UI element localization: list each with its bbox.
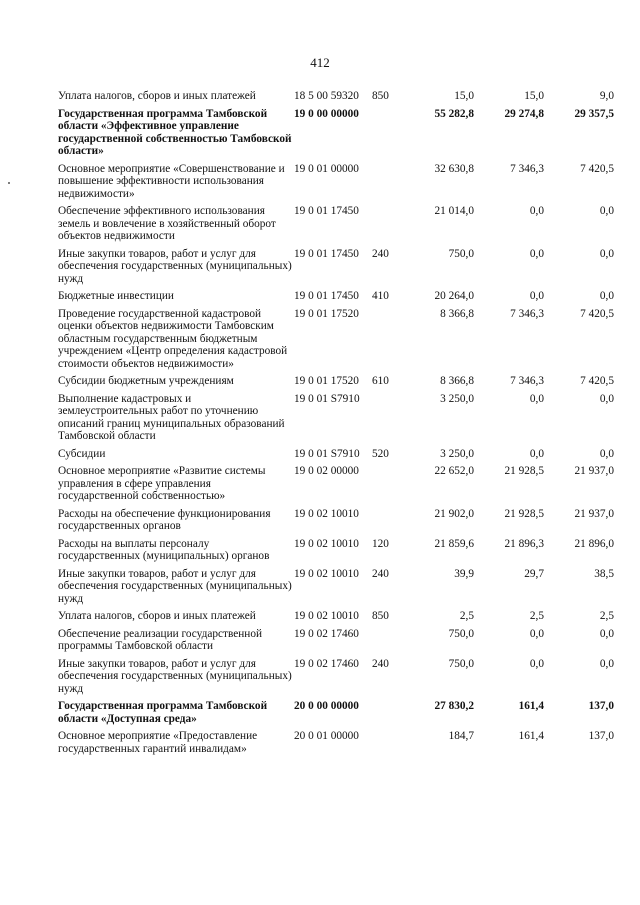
row-amount-year-2: 15,0 [524,90,544,102]
row-amount-year-1: 21 902,0 [434,507,474,520]
row-amount-year-2: 0,0 [529,290,544,302]
row-amount-year-2: 0,0 [529,205,544,217]
row-name: Государственная программа Тамбовской области «Эффективное управление государственной собственностью Тамбовской области» [58,107,292,157]
row-expense-type: 240 [372,657,389,670]
row-amount-year-3: 0,0 [599,247,614,260]
row-expense-type: 520 [372,447,389,460]
row-amount-year-2: 161,4 [518,700,544,712]
table-row [58,566,614,609]
row-amount-year-2: 161,4 [518,730,544,742]
row-name: Обеспечение реализации государственной программы Тамбовской области [58,627,263,652]
row-expense-type [372,306,406,374]
scan-mark [8,182,10,184]
row-target-code: 20 0 00 00000 [294,700,359,712]
row-amount-year-1: 3 250,0 [440,447,474,460]
row-expense-type [372,391,406,446]
row-amount-year-1: 3 250,0 [440,392,474,405]
table-row [58,536,614,566]
row-target-code: 19 0 00 00000 [294,107,359,120]
row-amount-year-2: 0,0 [529,392,544,405]
row-name: Обеспечение эффективного использования земель и вовлечение в хозяйственный оборот объектов недвижимости [58,205,276,242]
row-target-code: 19 0 01 17520 [294,375,359,387]
table-row [58,463,614,506]
row-expense-type [372,463,406,506]
row-amount-year-3: 2,5 [599,610,614,622]
row-amount-year-3: 29 357,5 [574,107,614,120]
row-target-code: 19 0 01 S7910 [294,392,360,405]
row-amount-year-3: 21 896,0 [574,537,614,550]
row-amount-year-1: 750,0 [448,627,474,640]
row-amount-year-2: 0,0 [529,247,544,260]
row-name: Иные закупки товаров, работ и услуг для обеспечения государственных (муниципальных) нужд [58,247,292,285]
row-amount-year-2: 0,0 [529,447,544,460]
row-expense-type [372,506,406,536]
row-expense-type: 610 [372,375,389,387]
row-amount-year-1: 39,9 [454,567,474,580]
table-row [58,373,614,391]
row-target-code: 19 0 02 10010 [294,610,359,622]
table-row [58,106,614,161]
row-amount-year-2: 0,0 [529,657,544,670]
row-name: Расходы на обеспечение функционирования государственных органов [58,507,271,532]
row-name: Уплата налогов, сборов и иных платежей [58,610,256,622]
row-expense-type: 240 [372,247,389,260]
row-target-code: 20 0 01 00000 [294,730,359,742]
row-target-code: 19 0 02 10010 [294,537,359,550]
row-amount-year-1: 27 830,2 [434,700,474,712]
table-row [58,656,614,699]
row-amount-year-3: 9,0 [599,90,614,102]
row-name: Государственная программа Тамбовской области «Доступная среда» [58,700,268,725]
row-expense-type [372,106,406,161]
row-amount-year-1: 20 264,0 [434,290,474,302]
budget-table-body [58,88,614,758]
row-name: Бюджетные инвестиции [58,290,174,302]
row-target-code: 19 0 02 10010 [294,507,359,520]
row-target-code: 19 0 01 00000 [294,162,359,175]
row-amount-year-3: 137,0 [588,730,614,742]
row-target-code: 19 0 02 17460 [294,657,359,670]
row-amount-year-1: 15,0 [454,90,474,102]
budget-table [58,88,614,758]
row-target-code: 19 0 02 17460 [294,627,359,640]
table-row [58,288,614,306]
table-row [58,698,614,728]
row-name: Проведение государственной кадастровой оценки объектов недвижимости Тамбовским областным государственным бюджетным учреждением «Центр определения кадастровой стоимости объектов недвижимости» [58,307,288,370]
row-amount-year-1: 55 282,8 [434,107,474,120]
row-amount-year-1: 8 366,8 [440,375,474,387]
row-amount-year-3: 7 420,5 [580,162,614,175]
row-amount-year-2: 2,5 [529,610,544,622]
row-name: Иные закупки товаров, работ и услуг для обеспечения государственных (муниципальных) нужд [58,567,292,605]
row-amount-year-1: 750,0 [448,657,474,670]
row-amount-year-3: 0,0 [599,627,614,640]
table-row [58,391,614,446]
row-amount-year-3: 7 420,5 [580,375,614,387]
row-amount-year-3: 0,0 [599,392,614,405]
row-amount-year-3: 0,0 [599,447,614,460]
page-number: 412 [310,55,330,70]
table-row [58,246,614,289]
table-row [58,608,614,626]
table-row [58,161,614,204]
table-row [58,306,614,374]
row-expense-type [372,161,406,204]
row-amount-year-3: 7 420,5 [580,307,614,320]
row-amount-year-2: 0,0 [529,627,544,640]
row-amount-year-3: 0,0 [599,205,614,217]
row-amount-year-1: 750,0 [448,247,474,260]
row-target-code: 19 0 02 10010 [294,567,359,580]
table-row [58,88,614,106]
row-amount-year-3: 21 937,0 [574,465,614,477]
row-expense-type [372,698,406,728]
row-expense-type [372,203,406,246]
row-amount-year-2: 21 928,5 [504,465,544,477]
row-target-code: 19 0 01 17450 [294,205,359,217]
row-name: Уплата налогов, сборов и иных платежей [58,90,256,102]
row-amount-year-1: 21 014,0 [434,205,474,217]
row-name: Основное мероприятие «Развитие системы управления в сфере управления государственной собственностью» [58,465,266,502]
row-amount-year-2: 29 274,8 [504,107,544,120]
row-expense-type: 240 [372,567,389,580]
row-target-code: 18 5 00 59320 [294,90,359,102]
row-amount-year-2: 29,7 [524,567,544,580]
row-amount-year-1: 8 366,8 [440,307,474,320]
row-name: Основное мероприятие «Совершенствование и повышение эффективности использования недвижимости» [58,162,285,200]
table-row [58,203,614,246]
table-row [58,446,614,464]
row-name: Иные закупки товаров, работ и услуг для обеспечения государственных (муниципальных) нужд [58,657,292,695]
row-amount-year-1: 2,5 [459,610,474,622]
row-amount-year-3: 0,0 [599,290,614,302]
row-name: Выполнение кадастровых и землеустроительных работ по уточнению описаний границ муниципальных образований Тамбовской области [58,392,285,442]
row-name: Субсидии [58,447,106,460]
row-amount-year-3: 137,0 [588,700,614,712]
row-name: Расходы на выплаты персоналу государственных (муниципальных) органов [58,537,270,562]
row-amount-year-3: 21 937,0 [574,507,614,520]
row-expense-type [372,626,406,656]
row-name: Основное мероприятие «Предоставление государственных гарантий инвалидам» [58,730,258,755]
table-row [58,506,614,536]
row-target-code: 19 0 01 17520 [294,307,359,320]
row-expense-type [372,728,406,758]
row-target-code: 19 0 01 S7910 [294,447,360,460]
row-amount-year-2: 21 928,5 [504,507,544,520]
row-target-code: 19 0 01 17450 [294,247,359,260]
row-amount-year-1: 22 652,0 [434,465,474,477]
row-target-code: 19 0 02 00000 [294,465,359,477]
row-amount-year-2: 7 346,3 [510,162,544,175]
row-amount-year-3: 38,5 [594,567,614,580]
row-name: Субсидии бюджетным учреждениям [58,375,234,387]
row-target-code: 19 0 01 17450 [294,290,359,302]
row-amount-year-2: 7 346,3 [510,307,544,320]
row-amount-year-1: 21 859,6 [434,537,474,550]
row-amount-year-1: 184,7 [448,730,474,742]
row-expense-type: 120 [372,537,389,550]
table-row [58,728,614,758]
row-expense-type: 850 [372,90,389,102]
row-amount-year-2: 7 346,3 [510,375,544,387]
row-expense-type: 850 [372,610,389,622]
row-amount-year-3: 0,0 [599,657,614,670]
row-amount-year-2: 21 896,3 [504,537,544,550]
row-amount-year-1: 32 630,8 [434,162,474,175]
table-row [58,626,614,656]
row-expense-type: 410 [372,290,389,302]
